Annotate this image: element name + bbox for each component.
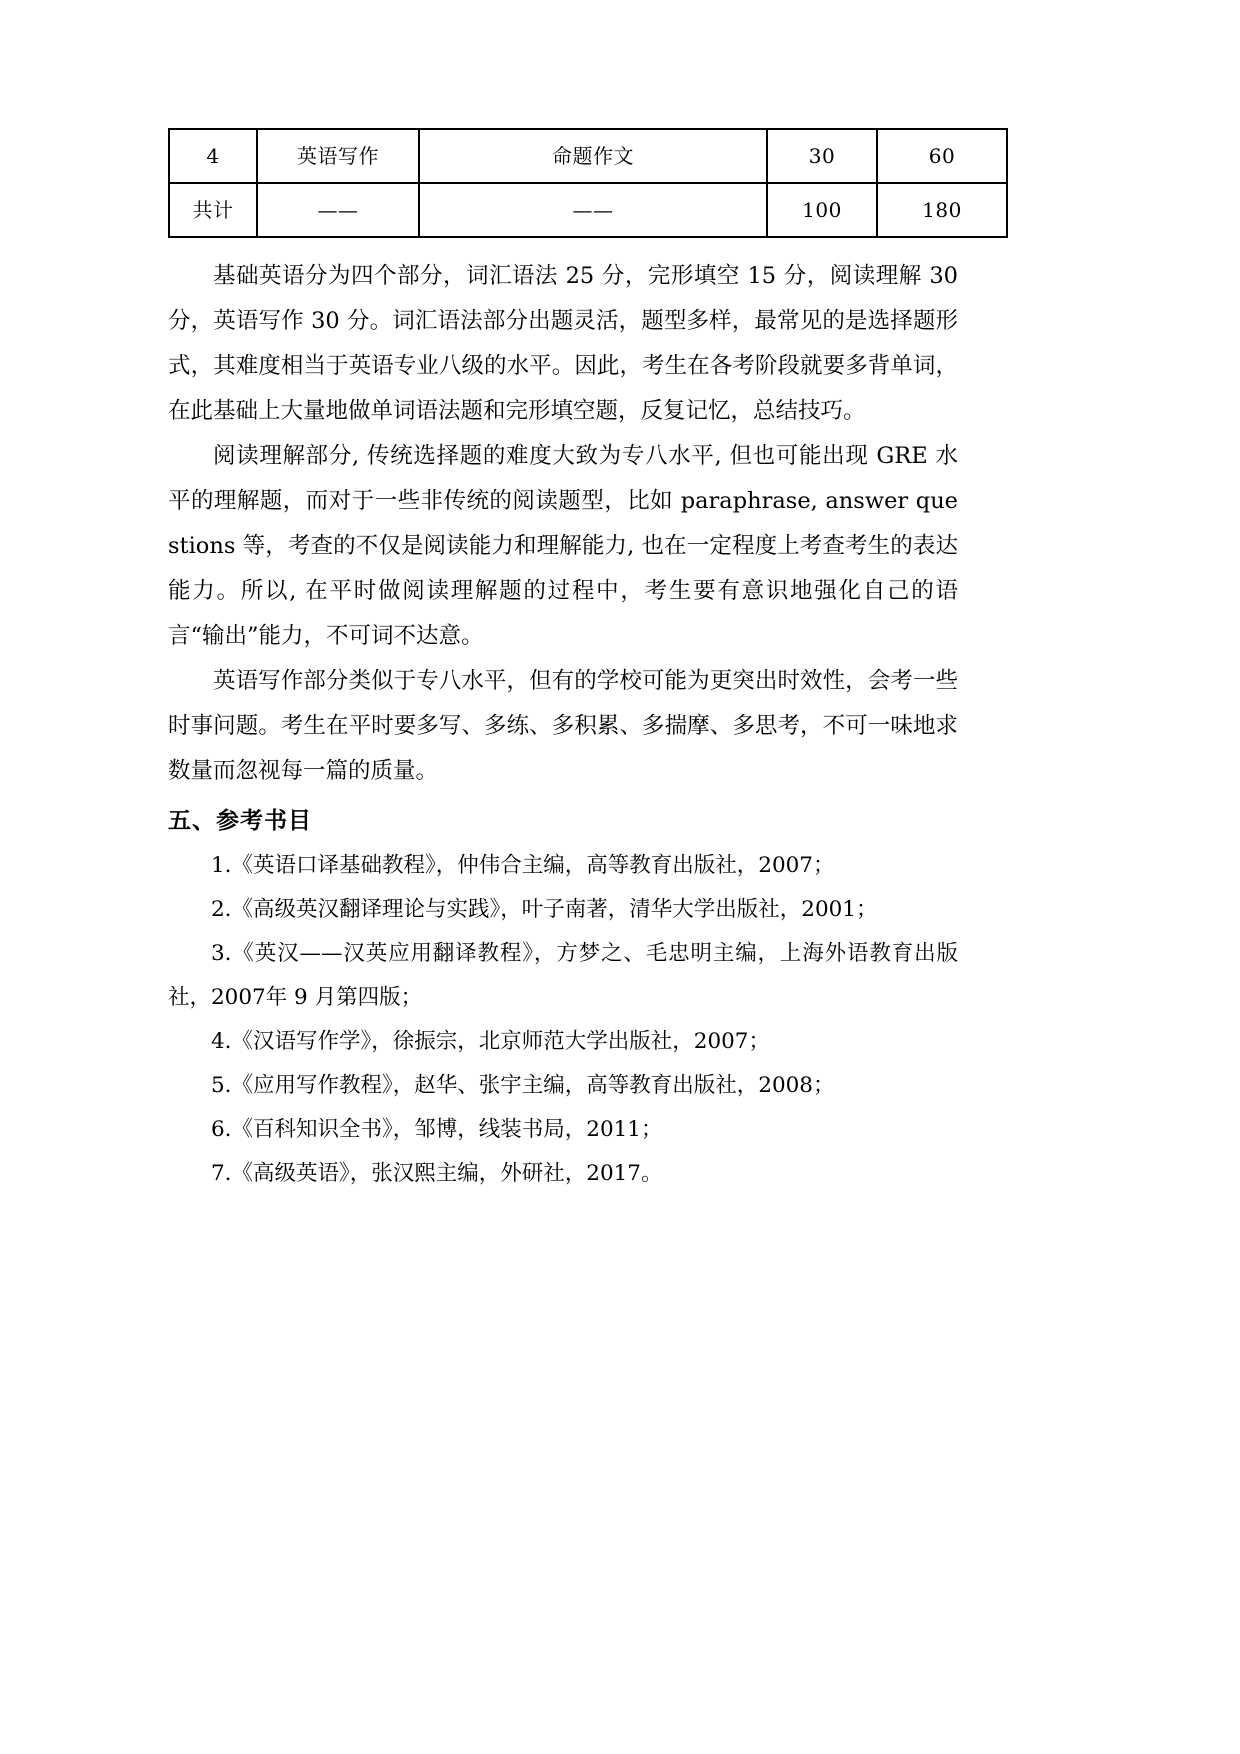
page-content <box>168 128 962 1197</box>
cell-subject: 英语写作 <box>257 129 419 183</box>
cell-content: 命题作文 <box>419 129 767 183</box>
list-item: 7.《高级英语》，张汉熙主编，外研社，2017。 <box>211 1161 663 1187</box>
exam-spec-table <box>168 128 1008 238</box>
body-paragraph: 英语写作部分类似于专八水平，但有的学校可能为更突出时效性，会考一些时事问题。考生在平时要多写、多练、多积累、多揣摩、多思考，不可一味地求数量而忽视每一篇的质量。 <box>168 668 958 784</box>
list-item: 1.《英语口译基础教程》，仲伟合主编，高等教育出版社，2007； <box>211 853 835 878</box>
cell-minutes: 60 <box>877 129 1007 183</box>
list-item: 5.《应用写作教程》，赵华、张宇主编，高等教育出版社，2008； <box>211 1073 835 1099</box>
list-item: 2.《高级英汉翻译理论与实践》，叶子南著，清华大学出版社，2001； <box>211 897 878 923</box>
cell-score: 30 <box>767 129 877 183</box>
body-paragraph: 基础英语分为四个部分，词汇语法 25 分，完形填空 15 分，阅读理解 30 分，英语写作 30 分。词汇语法部分出题灵活，题型多样，最常见的是选择题形式，其难度相当于英语专业八级的水平。因此，考生在各考阶段就要多背单词，在此基础上大量地做单词语法题和完形填空题，反复记忆，总结技巧。 <box>168 263 958 424</box>
table-body <box>169 129 1007 237</box>
cell-score: 100 <box>767 183 877 237</box>
table-row <box>169 183 1007 237</box>
list-item: 4.《汉语写作学》，徐振宗，北京师范大学出版社，2007； <box>211 1029 770 1055</box>
body-paragraph: 阅读理解部分, 传统选择题的难度大致为专八水平, 但也可能出现 GRE 水平的理解题，而对于一些非传统的阅读题型，比如 paraphrase, answer questions 等，考查的不仅是阅读能力和理解能力, 也在一定程度上考查考生的表达能力。所以, 在平时做阅读理解题的过程中，考生要有意识地强化自己的语言“输出”能力，不可词不达意。 <box>168 443 958 649</box>
cell-no: 共计 <box>169 183 257 237</box>
cell-subject: —— <box>257 183 419 237</box>
section-heading-references: 五、参考书目 <box>168 807 312 834</box>
cell-content: —— <box>419 183 767 237</box>
cell-minutes: 180 <box>877 183 1007 237</box>
cell-no: 4 <box>169 129 257 183</box>
reference-list <box>168 844 958 1197</box>
list-item: 3.《英汉——汉英应用翻译教程》，方梦之、毛忠明主编，上海外语教育出版社，2007年 9 月第四版； <box>168 941 958 1011</box>
list-item: 6.《百科知识全书》，邹博，线装书局，2011； <box>211 1117 663 1143</box>
table-row <box>169 129 1007 183</box>
